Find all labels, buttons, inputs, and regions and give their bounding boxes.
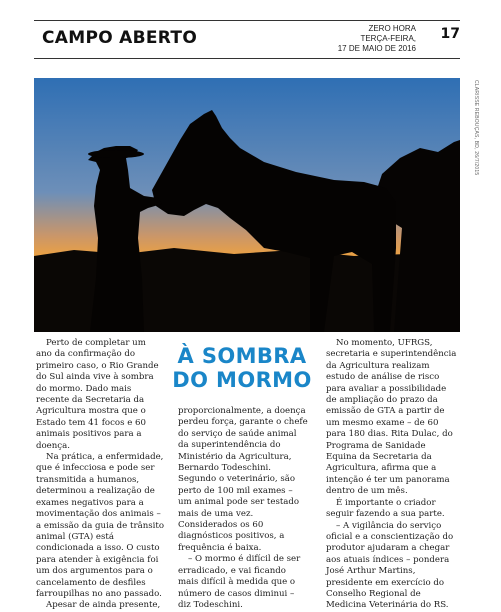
paper-name: ZERO HORA (368, 24, 416, 33)
weekday: TERÇA-FEIRA, (360, 34, 416, 43)
silhouette-photo (34, 78, 460, 332)
paragraph: Apesar de ainda presente, (46, 600, 161, 611)
section-title: CAMPO ABERTO (42, 28, 198, 48)
header-bottom-rule (34, 58, 460, 59)
page-header (34, 20, 460, 60)
issue-date: 17 DE MAIO DE 2016 (337, 44, 416, 53)
paragraph: É importante o criador seguir fazendo a sua parte. (326, 497, 445, 520)
page-number: 17 (440, 26, 460, 42)
masthead (338, 24, 416, 54)
photo-credit: CLARISSE REBOUÇAS, BD, 26/7/2015 (473, 80, 479, 176)
paragraph: – O mormo é difícil de ser erradicado, e vai ficando mais difícil à medida que o número de casos diminui – diz Todeschini. (178, 554, 301, 610)
text-column-2 (178, 406, 308, 611)
paragraph: No momento, UFRGS, secretaria e superintendência da Agricultura realizam estudo de análise de risco para avaliar a possibilidade de ampliação do prazo da emissão de GTA a partir de um mesmo exame – de 60 para 180 dias. Rita Dulac, do Programa de Sanidade Equina da Secretaria da Agricultura, afirma que a intenção é ter um panorama dentro de um mês. (326, 338, 457, 497)
headline-line-1: À SOMBRA (177, 344, 307, 368)
paragraph: proporcionalmente, a doença perdeu força, garante o chefe do serviço de saúde animal da superintendência do Ministério da Agricultura, Bernardo Todeschini. Segundo o veterinário, são perto de 100 mil exames – um animal pode ser testado mais de uma vez. Considerados os 60 diagnósticos positivos, a frequência é baixa. (178, 406, 308, 553)
paragraph: – A vigilância do serviço oficial e a conscientização do produtor ajudaram a chegar aos atuais índices – pondera José Arthur Martins, presidente em exercício do Conselho Regional de Medicina Veterinária do RS. (326, 520, 454, 611)
paragraph: Na prática, a enfermidade, que é infecciosa e pode ser transmitida a humanos, determinou a realização de exames negativos para a movimentação dos animais – a emissão da guia de trânsito animal (GTA) está condicionada a isso. O custo para atender à exigência foi um dos argumentos para o cancelamento de desfiles farroupilhas no ano passado. (36, 452, 165, 599)
text-column-1 (36, 338, 164, 612)
header-top-rule (34, 20, 460, 21)
paragraph: Perto de completar um ano da confirmação do primeiro caso, o Rio Grande do Sul ainda vive à sombra do mormo. Dado mais recente da Secretaria da Agricultura mostra que o Estado tem 41 focos e 60 animais positivos para a doença. (36, 338, 159, 451)
hat-brim (88, 150, 144, 158)
article-photo (34, 78, 460, 332)
article-headline (172, 344, 312, 392)
headline-line-2: DO MORMO (172, 368, 312, 392)
text-column-3 (326, 338, 458, 612)
